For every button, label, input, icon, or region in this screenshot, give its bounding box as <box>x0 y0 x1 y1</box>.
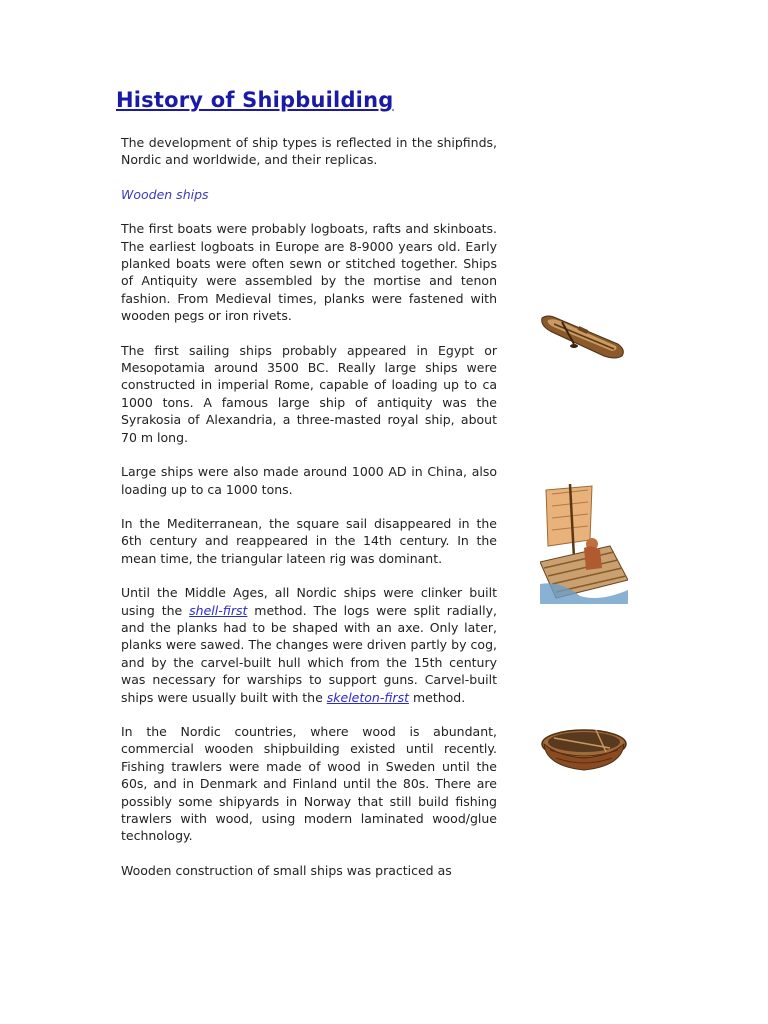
article-body <box>121 134 497 896</box>
paragraph-china-ships: Large ships were also made around 1000 AD in China, also loading up to ca 1000 tons. <box>121 464 497 497</box>
logboat-illustration <box>538 306 628 360</box>
text-span: method. <box>408 689 466 705</box>
paragraph-early-boats: The first boats were probably logboats, rafts and skinboats. The earliest logboats in Europe are 8-9000 years old. Early planked boats were often sewn or stitched together. Ships of Antiquity were assembled by the mortise and tenon fashion. From Medieval times, planks were fastened with wooden pegs or iron rivets. <box>121 221 497 324</box>
intro-paragraph: The development of ship types is reflected in the shipfinds, Nordic and worldwide, and their replicas. <box>121 135 497 168</box>
shell-first-link[interactable]: shell-first <box>189 602 248 618</box>
paragraph-sailing-ships: The first sailing ships probably appeared in Egypt or Mesopotamia around 3500 BC. Really large ships were constructed in imperial Rome, capable of loading up to ca 1000 tons. A famous large ship of antiquity was the Syrakosia of Alexandria, a three-masted royal ship, about 70 m long. <box>121 342 497 445</box>
paragraph-mediterranean: In the Mediterranean, the square sail disappeared in the 6th century and reappeared in the 14th century. In the mean time, the triangular lateen rig was dominant. <box>121 515 497 566</box>
paragraph-middle-ages <box>121 584 497 706</box>
paragraph-small-ships: Wooden construction of small ships was practiced as <box>121 862 452 878</box>
paragraph-nordic-countries: In the Nordic countries, where wood is abundant, commercial wooden shipbuilding existed until recently. Fishing trawlers were made of wood in Sweden until the 60s, and in Denmark and Finland until the 80s. There are possibly some shipyards in Norway that still build fishing trawlers with wood, using modern laminated wood/glue technology. <box>121 723 497 844</box>
skeleton-first-link[interactable]: skeleton-first <box>326 689 409 705</box>
text-span: method. The logs were split radially, and the planks had to be shaped with an axe. Only later, planks were sawed. The changes were driven partly by cog, and by the carvel-built hull which from the 15th century was necessary for warships to support guns. Carvel-built ships were usually built with the <box>121 602 497 705</box>
section-heading-wooden-ships: Wooden ships <box>121 186 209 202</box>
text-span: Until the Middle Ages, all Nordic ships were clinker built using the <box>121 585 497 618</box>
skinboat-illustration <box>540 722 628 774</box>
raft-illustration <box>540 484 628 604</box>
page-title: History of Shipbuilding <box>116 88 394 112</box>
